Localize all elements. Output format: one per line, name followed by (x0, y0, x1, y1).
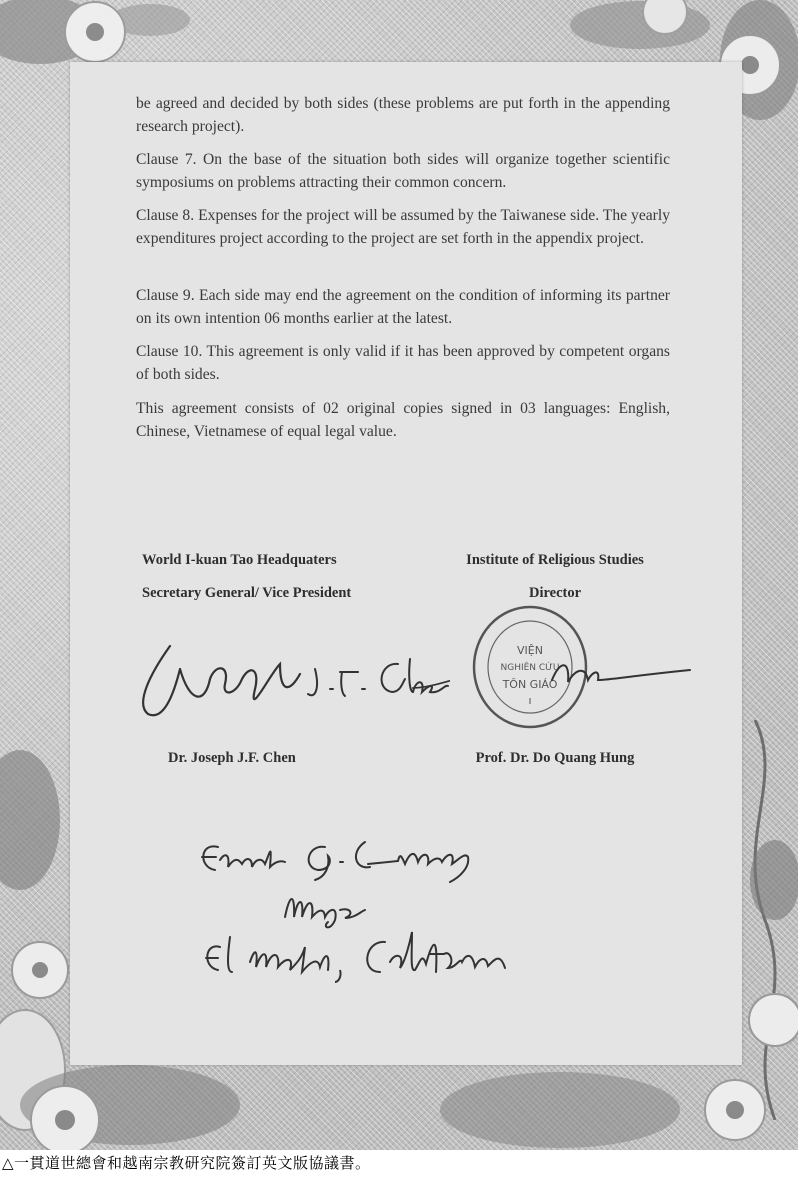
mayor-handwriting (190, 822, 590, 992)
clause-10: Clause 10. This agreement is only valid if it has been approved by competent organs of both sides. (136, 343, 670, 383)
flower-cluster-bottom-icon (0, 1060, 798, 1150)
left-title: Secretary General/ Vice President (142, 585, 352, 601)
image-caption: △一貫道世總會和越南宗教研究院簽訂英文版協議書。 (2, 1154, 371, 1172)
agreement-page (70, 62, 742, 1065)
clause-7: Clause 7. On the base of the situation both sides will organize together scientific symposiums on problems attracting their common concern. (136, 151, 670, 191)
left-signatory-name: Dr. Joseph J.F. Chen (168, 750, 296, 766)
svg-text:VIỆN: VIỆN (517, 644, 543, 657)
left-organization: World I-kuan Tao Headquaters (142, 552, 337, 568)
director-signature (540, 650, 700, 700)
clause-8: Clause 8. Expenses for the project will be assumed by the Taiwanese side. The yearly expenditures project according to the project are set forth in the appendix project. (136, 207, 670, 247)
right-organization: Institute of Religious Studies (466, 552, 644, 568)
svg-text:TÔN GIÁO: TÔN GIÁO (502, 678, 558, 691)
right-signatory-name: Prof. Dr. Do Quang Hung (475, 750, 635, 766)
right-title: Director (528, 585, 582, 601)
svg-text:NGHIÊN CỨU: NGHIÊN CỨU (500, 663, 560, 673)
chen-signature (130, 634, 450, 724)
clause-9: Clause 9. Each side may end the agreement on the condition of informing its partner on its own intention 06 months earlier at the latest. (136, 287, 670, 327)
clause-continuation: be agreed and decided by both sides (these problems are put forth in the appending research project). (136, 95, 670, 135)
clause-final: This agreement consists of 02 original copies signed in 03 languages: English, Chinese, Vietnamese of equal legal value. (136, 400, 670, 440)
